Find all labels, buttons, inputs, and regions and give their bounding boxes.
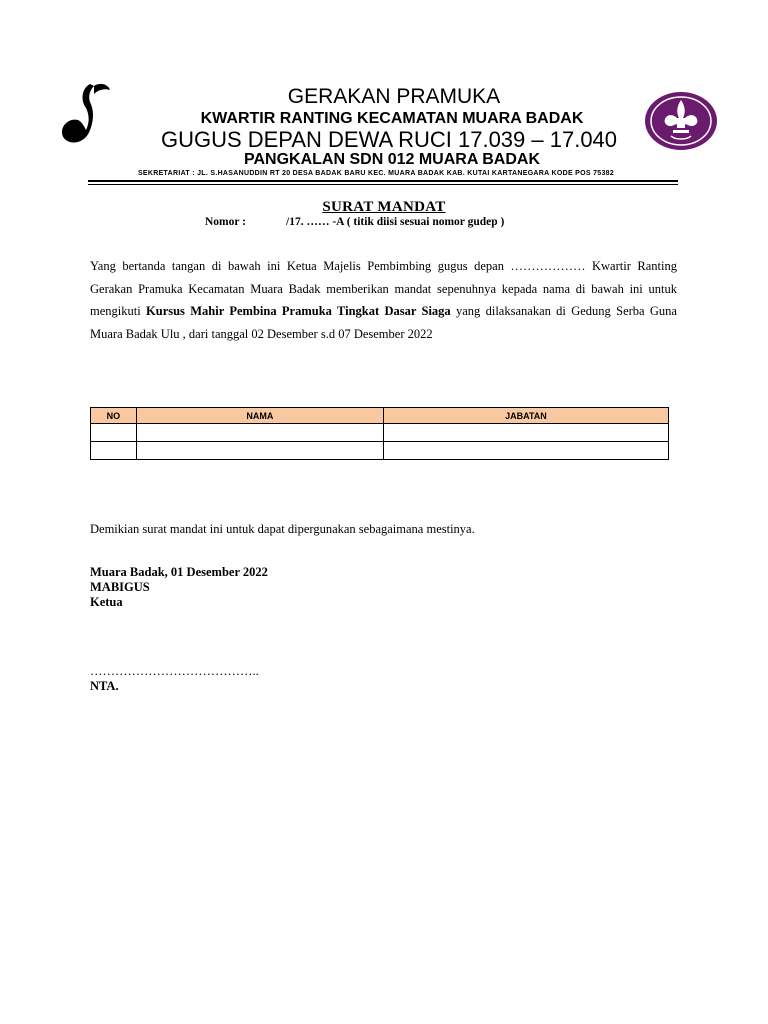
column-header-jabatan: JABATAN xyxy=(383,408,668,424)
participant-table xyxy=(90,407,669,460)
table-header-row xyxy=(91,408,669,424)
mandate-paragraph-prefix: Yang bertanda tangan di bawah ini Ketua Majelis Pembimbing gugus depan ……………… Kwartir Ranting Gerakan Pramuka Kecamatan Muara Badak memberikan mandat sepenuhnya kepada nama di bawah ini untuk mengikuti xyxy=(90,259,677,318)
mandate-paragraph-suffix: yang dilaksanakan di Gedung Serba Guna Muara Badak Ulu , dari tanggal 02 Desember s.d 07 Desember 2022 xyxy=(90,304,677,341)
table-cell-nama xyxy=(136,424,383,442)
table-row xyxy=(91,424,669,442)
signature-line: ………………………………….. xyxy=(90,664,259,678)
table-cell-nama xyxy=(136,442,383,460)
table-cell-jabatan xyxy=(383,442,668,460)
letterhead-divider-thin xyxy=(88,184,678,185)
closing-statement: Demikian surat mandat ini untuk dapat dipergunakan sebagaimana mestinya. xyxy=(90,522,475,536)
mandate-paragraph xyxy=(90,255,677,345)
letterhead-kwartir: KWARTIR RANTING KECAMATAN MUARA BADAK xyxy=(200,110,584,127)
document-number-value: /17. …… -A ( titik diisi sesuai nomor gudep ) xyxy=(286,216,505,228)
document-number-label: Nomor : xyxy=(205,216,246,228)
signature-block xyxy=(90,565,268,610)
column-header-nama: NAMA xyxy=(136,408,383,424)
letterhead-org: GERAKAN PRAMUKA xyxy=(287,85,501,108)
world-scout-emblem-icon xyxy=(643,90,719,152)
secretariat-address: SEKRETARIAT : JL. S.HASANUDDIN RT 20 DESA BADAK BARU KEC. MUARA BADAK KAB. KUTAI KARTANEGARA KODE POS 75382 xyxy=(137,170,615,177)
signatory-organization: MABIGUS xyxy=(90,580,150,594)
table-cell-no xyxy=(91,424,137,442)
place-date: Muara Badak, 01 Desember 2022 xyxy=(90,565,268,579)
course-name: Kursus Mahir Pembina Pramuka Tingkat Dasar Siaga xyxy=(146,304,451,318)
nta-label: NTA. xyxy=(90,679,119,693)
document-title: SURAT MANDAT xyxy=(322,199,446,215)
letterhead-gudep: GUGUS DEPAN DEWA RUCI 17.039 – 17.040 xyxy=(160,127,618,152)
signatory-role: Ketua xyxy=(90,595,123,609)
letterhead-pangkalan: PANGKALAN SDN 012 MUARA BADAK xyxy=(243,151,540,168)
table-row xyxy=(91,442,669,460)
table-cell-no xyxy=(91,442,137,460)
table-cell-jabatan xyxy=(383,424,668,442)
letterhead-divider-thick xyxy=(88,180,678,182)
column-header-no: NO xyxy=(91,408,137,424)
document-number xyxy=(205,216,504,228)
